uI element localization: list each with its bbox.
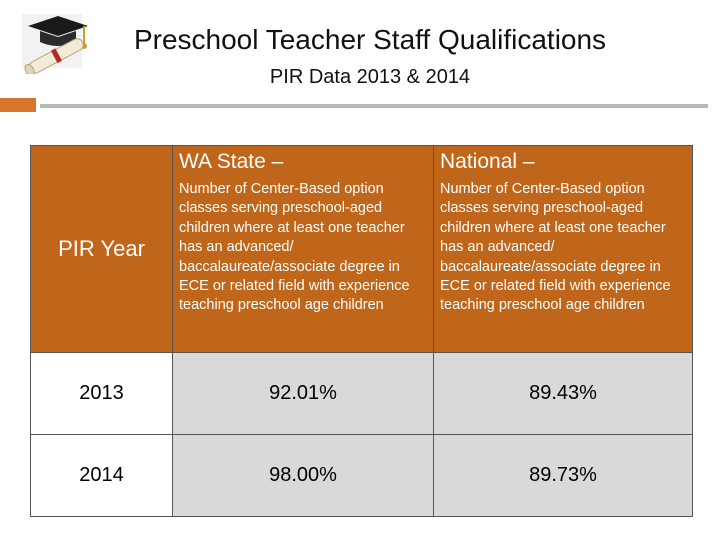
title-rule (40, 104, 708, 108)
qualifications-table (30, 145, 693, 517)
slide-title: Preschool Teacher Staff Qualifications (133, 24, 607, 55)
table-row (31, 435, 693, 517)
header-national-title: National – (440, 150, 535, 173)
header-wa-state-description: Number of Center-Based option classes serving preschool-aged children where at least one teacher has an advanced/ baccalaureate/associate degree in ECE or related field with experience teaching preschool age children (179, 181, 410, 314)
national-value-cell: 89.43% (434, 353, 693, 435)
header-wa-state-title: WA State – (179, 150, 284, 173)
national-value-cell: 89.73% (434, 435, 693, 517)
slide-subtitle: PIR Data 2013 & 2014 (269, 66, 471, 88)
header-national-description: Number of Center-Based option classes serving preschool-aged children where at least one teacher has an advanced/ baccalaureate/associate degree in ECE or related field with experience teaching preschool age children (440, 181, 671, 314)
header-pir-year: PIR Year (31, 146, 173, 353)
title-rule-accent (0, 98, 36, 112)
year-cell: 2014 (31, 435, 173, 517)
header-national (434, 146, 693, 353)
year-cell: 2013 (31, 353, 173, 435)
header-wa-state (173, 146, 434, 353)
wa-value-cell: 98.00% (173, 435, 434, 517)
table-header-row (31, 146, 693, 353)
table-row (31, 353, 693, 435)
wa-value-cell: 92.01% (173, 353, 434, 435)
